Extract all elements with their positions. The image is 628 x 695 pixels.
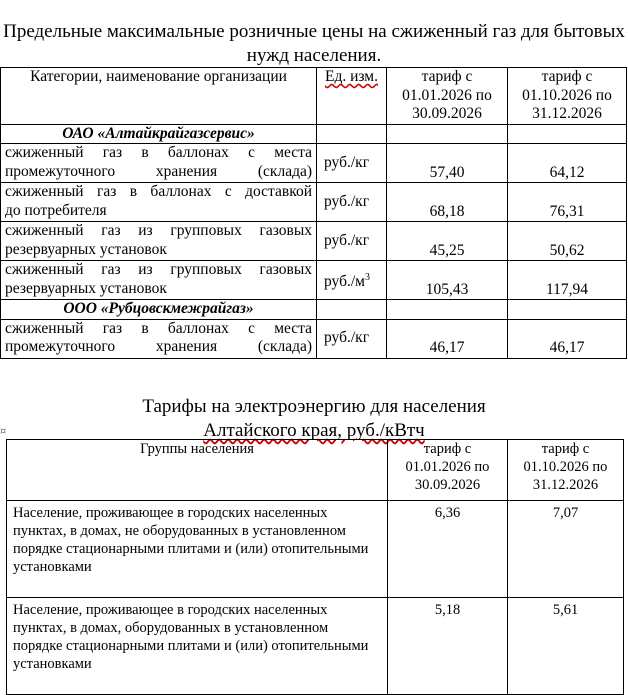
row-value-period2: 117,94 xyxy=(508,261,627,300)
header-group: Группы населения xyxy=(7,440,388,501)
row-value-period1: 6,36 xyxy=(388,501,508,598)
table-header-row xyxy=(7,440,624,501)
table-row xyxy=(1,261,627,300)
row-unit: руб./кг xyxy=(317,144,387,183)
header-unit: Ед. изм. xyxy=(317,68,387,125)
row-value-period1: 105,43 xyxy=(387,261,508,300)
table-row xyxy=(1,319,627,358)
row-description: сжиженный газ в баллонах с доставкой до потребителя xyxy=(1,183,317,222)
row-value-period2: 50,62 xyxy=(508,222,627,261)
row-description: сжиженный газ в баллонах с места промежуточного хранения (склада) xyxy=(1,144,317,183)
org-name: ОАО «Алтайкрайгазсервис» xyxy=(1,124,317,144)
row-description: сжиженный газ из групповых газовых резервуарных установок xyxy=(1,261,317,300)
row-description: Население, проживающее в городских населенных пунктах, в домах, не оборудованных в установленном порядке стационарными плитами и (или) отопительными установками xyxy=(7,501,388,598)
row-value-period2: 64,12 xyxy=(508,144,627,183)
row-value-period1: 68,18 xyxy=(387,183,508,222)
table-row xyxy=(7,501,624,598)
row-description: Население, проживающее в городских населенных пунктах, в домах, оборудованных в установленном порядке стационарными плитами и (или) отопительными установками xyxy=(7,598,388,695)
electricity-tariff-table xyxy=(6,439,624,695)
electricity-title-line1: Тарифы на электроэнергию для населения xyxy=(142,396,486,417)
gas-title-line2: нужд населения. xyxy=(246,45,382,66)
header-period1: тариф с 01.01.2026 по 30.09.2026 xyxy=(388,440,508,501)
row-unit: руб./кг xyxy=(317,319,387,358)
gas-title-line1: Предельные максимальные розничные цены на сжиженный газ для бытовых xyxy=(3,21,625,42)
row-value-period1: 45,25 xyxy=(387,222,508,261)
header-period1: тариф с 01.01.2026 по 30.09.2026 xyxy=(387,68,508,125)
row-unit: $руб./м^3$ xyxy=(317,261,387,300)
table-header-row xyxy=(1,68,627,125)
gas-price-table xyxy=(0,67,627,359)
org-row xyxy=(1,124,627,144)
org-row xyxy=(1,300,627,320)
row-value-period1: 5,18 xyxy=(388,598,508,695)
row-value-period2: 5,61 xyxy=(508,598,624,695)
row-description: сжиженный газ в баллонах с места промежуточного хранения (склада) xyxy=(1,319,317,358)
row-value-period1: 46,17 xyxy=(387,319,508,358)
row-value-period2: 76,31 xyxy=(508,183,627,222)
table-row xyxy=(1,222,627,261)
table-row xyxy=(7,598,624,695)
org-name: ООО «Рубцовскмежрайгаз» xyxy=(1,300,317,320)
header-period2: тариф с 01.10.2026 по 31.12.2026 xyxy=(508,68,627,125)
paragraph-mark-icon: ¤ xyxy=(0,426,7,437)
row-value-period2: 46,17 xyxy=(508,319,627,358)
row-description: сжиженный газ из групповых газовых резервуарных установок xyxy=(1,222,317,261)
row-value-period1: 57,40 xyxy=(387,144,508,183)
table-row xyxy=(1,183,627,222)
header-period2: тариф с 01.10.2026 по 31.12.2026 xyxy=(508,440,624,501)
header-category: Категории, наименование организации xyxy=(1,68,317,125)
electricity-title-line2: Алтайского края, руб./кВтч xyxy=(203,420,425,441)
row-unit: руб./кг xyxy=(317,222,387,261)
row-unit: руб./кг xyxy=(317,183,387,222)
row-value-period2: 7,07 xyxy=(508,501,624,598)
table-row xyxy=(1,144,627,183)
